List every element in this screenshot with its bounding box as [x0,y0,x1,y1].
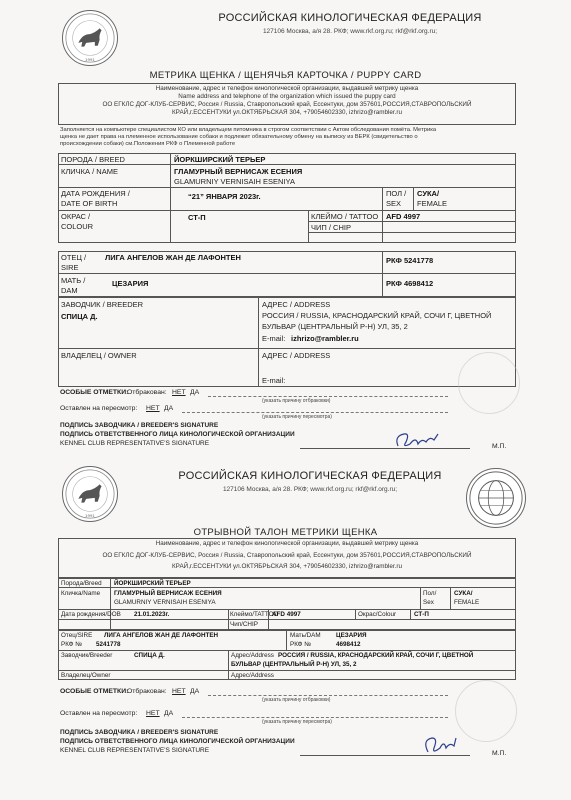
stub-sex-en: FEMALE [454,599,480,606]
breeder-signature-label: ПОДПИСЬ ЗАВОДЧИКА / BREEDER'S SIGNATURE [60,422,219,429]
tattoo-label: КЛЕЙМО / TATTOO [311,212,379,221]
stub-mp-label: М.П. [492,750,507,757]
svg-text:1991: 1991 [85,57,95,63]
stub-org-line-1: ОО ЕГКЛС ДОГ-КЛУБ-СЕРВИС, Россия / Russia, Ставропольский край, Ессентуки, дом 357601,РОССИЯ,СТАВРОПОЛЬСКИЙ [102,552,472,559]
rejected-yes: ДА [190,389,200,396]
sire-label-en: SIRE [61,263,79,272]
rejected-label: Отбракован: [127,389,167,396]
stub-title: ОТРЫВНОЙ ТАЛОН МЕТРИКИ ЩЕНКА [193,527,378,538]
stub-stamp-icon [455,680,517,742]
federation-title: РОССИЙСКАЯ КИНОЛОГИЧЕСКАЯ ФЕДЕРАЦИЯ [218,12,482,24]
recheck-reason-hint: (указать причину пересмотра) [262,414,332,420]
colour-label-en: COLOUR [61,222,94,231]
stub-official-signature-label-en: KENNEL CLUB REPRESENTATIVE'S SIGNATURE [60,747,210,754]
stub-breed-label: Порода/Breed [61,580,102,587]
dam-rkf: РКФ 4698412 [386,279,434,288]
stub-sex-label: Пол/ [423,590,437,597]
owner-address-label: АДРЕС / ADDRESS [262,351,331,360]
special-marks-label: ОСОБЫЕ ОТМЕТКИ: [60,389,129,396]
stub-chip-label: Чип/CHIP [230,621,258,628]
stub-breeder-address-2: БУЛЬВАР (ЦЕНТРАЛЬНЫЙ Р-Н) УЛ, 35, 2 [231,661,357,668]
rkf-logo-icon [62,10,118,66]
rejected-no: НЕТ [172,389,186,396]
sex-label-en: SEX [386,199,402,208]
sire-rkf: РКФ 5241778 [386,256,434,265]
stub-sire-value: ЛИГА АНГЕЛОВ ЖАН ДЕ ЛАФОНТЕН [104,632,219,639]
breed-value: ЙОРКШИРСКИЙ ТЕРЬЕР [174,155,266,164]
breeder-email-value: izhrizo@rambler.ru [291,334,359,343]
owner-label: ВЛАДЕЛЕЦ / OWNER [61,351,137,360]
dob-label-ru: ДАТА РОЖДЕНИЯ / [61,189,130,198]
sire-label-ru: ОТЕЦ / [61,253,87,262]
sex-en-value: FEMALE [417,199,448,208]
sex-label-ru: ПОЛ / [386,189,407,198]
stub-recheck-label: Оставлен на пересмотр: [60,710,138,717]
tattoo-value: AFD 4997 [386,212,421,221]
reject-reason-hint: (указать причину отбраковки) [262,398,331,404]
colour-label-ru: ОКРАС / [61,212,91,221]
stamp-icon [458,352,520,414]
stub-recheck-yes: ДА [164,710,174,717]
official-signature-label: ПОДПИСЬ ОТВЕТСТВЕННОГО ЛИЦА КИНОЛОГИЧЕСКОЙ ОРГАНИЗАЦИИ [60,431,295,438]
stub-official-signature-label: ПОДПИСЬ ОТВЕТСТВЕННОГО ЛИЦА КИНОЛОГИЧЕСКОЙ ОРГАНИЗАЦИИ [60,738,295,745]
breeder-address-line-2: БУЛЬВАР (ЦЕНТРАЛЬНЫЙ Р-Н) УЛ, 35, 2 [262,322,408,331]
svg-text:1991: 1991 [85,513,95,519]
chip-label: ЧИП / CHIP [311,223,351,232]
owner-email-label: E-mail: [262,376,286,385]
stub-recheck-hint: (указать причину пересмотра) [262,719,332,725]
stub-owner-label: Владелец/Owner [61,672,111,679]
org-line-1: ОО ЕГКЛС ДОГ-КЛУБ-СЕРВИС, Россия / Russia, Ставропольский край, Ессентуки, дом 357601,РОССИЯ,СТАВРОПОЛЬСКИЙ [102,101,472,108]
breeder-address-line-1: РОССИЯ / RUSSIA, КРАСНОДАРСКИЙ КРАЙ, СОЧИ Г, ЦВЕТНОЙ [262,311,492,320]
stub-dam-label: Мать/DAM [290,632,321,639]
recheck-label: Оставлен на пересмотр: [60,405,138,412]
org-line-2: КРАЙ,г.ЕССЕНТУКИ ул.ОКТЯБРЬСКАЯ 304, +79054602330, izhrizo@rambler.ru [172,109,402,116]
stub-signature-icon [420,730,460,760]
dob-value: “21” ЯНВАРЯ 2023г. [188,192,261,201]
official-signature-label-en: KENNEL CLUB REPRESENTATIVE'S SIGNATURE [60,440,210,447]
stub-dob-label: Дата рождения/DOB [61,611,121,618]
dam-label-en: DAM [61,286,78,295]
stub-rejected-label: Отбракован: [127,688,167,695]
stub-colour-label: Окрас/Colour [358,611,397,618]
federation-address-2: 127106 Москва, а/я 28. РКФ; www.rkf.org.ru; rkf@rkf.org.ru; [222,486,398,493]
document-title: МЕТРИКА ЩЕНКА / ЩЕНЯЧЬЯ КАРТОЧКА / PUPPY CARD [149,70,422,81]
stub-dob-value: 21.01.2023г. [134,611,170,618]
org-caption-ru: Наименование, адрес и телефон кинологической организации, выдавшей метрику щенка [155,85,419,92]
colour-value: СТ-П [188,213,206,222]
breeder-label: ЗАВОДЧИК / BREEDER [61,300,144,309]
stub-rejected-yes: ДА [190,688,200,695]
dam-value: ЦЕЗАРИЯ [112,279,149,288]
stub-rejected-no: НЕТ [172,688,186,695]
stub-name-ru: ГЛАМУРНЫЙ ВЕРНИСАЖ ЕСЕНИЯ [114,590,222,597]
stub-reject-hint: (указать причину отбраковки) [262,697,331,703]
stub-sire-label: Отец/SIRE [61,632,93,639]
breeder-address-label: АДРЕС / ADDRESS [262,300,331,309]
federation-title-2: РОССИЙСКАЯ КИНОЛОГИЧЕСКАЯ ФЕДЕРАЦИЯ [178,470,442,482]
stub-breeder-value: СПИЦА Д. [134,652,165,659]
recheck-no: НЕТ [146,405,160,412]
stub-sex-ru: СУКА/ [454,590,473,597]
stub-owner-address-label: Адрес/Address [231,672,274,679]
stub-recheck-no: НЕТ [146,710,160,717]
name-en-value: GLAMURNIY VERNISAIH ESENIYA [174,177,296,186]
stub-tattoo-label: Клеймо/TATTOO [230,611,279,618]
mp-label: М.П. [492,443,507,450]
stub-name-label: Кличка/Name [61,590,101,597]
signature-icon [392,428,442,454]
stub-breed-value: ЙОРКШИРСКИЙ ТЕРЬЕР [114,580,191,587]
stub-sex-label-2: Sex [423,599,434,606]
stub-breeder-address-1: РОССИЯ / RUSSIA, КРАСНОДАРСКИЙ КРАЙ, СОЧИ Г, ЦВЕТНОЙ [278,652,474,659]
recheck-yes: ДА [164,405,174,412]
stub-sire-rkf-label: РКФ № [61,641,82,648]
notice-text: Заполняется на компьютере специалистом КО или владельцем питомника в строгом соответствии с Актом обследования помёта. Метрика щенка не дает права на племенное использование собаки и подлежит обязательному обмену на выписку из ВЕРК (свидетельство о происхождении собаки) см.Положения РКФ о Племенной работе [60,127,437,147]
stub-sire-rkf: 5241778 [96,641,121,648]
breed-label: ПОРОДА / BREED [61,155,125,164]
dob-label-en: DATE OF BIRTH [61,199,118,208]
sex-ru-value: СУКА/ [417,189,440,198]
stub-breeder-signature-label: ПОДПИСЬ ЗАВОДЧИКА / BREEDER'S SIGNATURE [60,729,219,736]
sire-value: ЛИГА АНГЕЛОВ ЖАН ДЕ ЛАФОНТЕН [105,253,241,262]
name-label: КЛИЧКА / NAME [61,167,118,176]
stub-tattoo-value: AFD 4997 [272,611,301,618]
name-ru-value: ГЛАМУРНЫЙ ВЕРНИСАЖ ЕСЕНИЯ [174,167,303,176]
stub-org-caption: Наименование, адрес и телефон кинологической организации, выдавшей метрику щенка [155,540,419,547]
stub-special-marks-label: ОСОБЫЕ ОТМЕТКИ: [60,688,129,695]
stub-dam-rkf-label: РКФ № [290,641,311,648]
breeder-value: СПИЦА Д. [61,312,98,321]
fci-globe-icon [466,468,526,528]
stub-colour-value: СТ-П [414,611,429,618]
stub-dam-rkf: 4698412 [336,641,361,648]
dam-label-ru: МАТЬ / [61,276,86,285]
stub-org-line-2: КРАЙ,г.ЕССЕНТУКИ ул.ОКТЯБРЬСКАЯ 304, +79054602330, izhrizo@rambler.ru [172,563,402,570]
stub-breeder-label: Заводчик/Breeder [61,652,113,659]
stub-dam-value: ЦЕЗАРИЯ [336,632,367,639]
stub-address-label: Адрес/Address [231,652,274,659]
federation-address: 127106 Москва, а/я 28. РКФ; www.rkf.org.ru; rkf@rkf.org.ru; [262,28,438,35]
org-caption-en: Name address and telephone of the organization which issued the puppy card [178,93,396,100]
stub-name-en: GLAMURNIY VERNISAIH ESENIYA [114,599,216,606]
breeder-email-label: E-mail: [262,334,286,343]
